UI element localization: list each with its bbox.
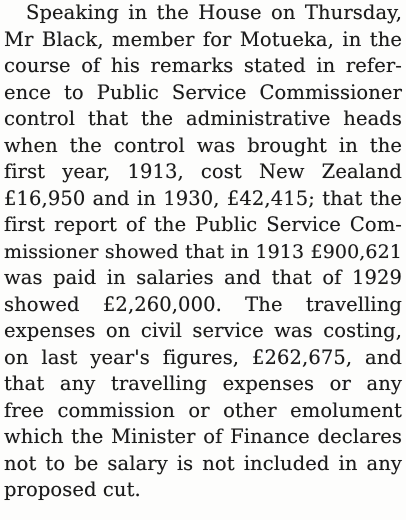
article-line: course of his remarks stated in refer- xyxy=(4,54,402,77)
article-line: first report of the Public Service Com- xyxy=(4,213,402,236)
article-line: Speaking in the House on Thursday, xyxy=(26,1,402,24)
article-line: first year, 1913, cost New Zealand xyxy=(4,160,402,183)
article-paragraph xyxy=(4,0,402,504)
article-line: that any travelling expenses or any xyxy=(4,372,402,395)
article-line: expenses on civil service was costing, xyxy=(4,319,402,342)
article-line: was paid in salaries and that of 1929 xyxy=(4,266,402,289)
article-line: when the control was brought in the xyxy=(4,133,402,157)
article-line: showed £2,260,000. The travelling xyxy=(4,292,402,316)
article-line: control that the administrative heads xyxy=(4,107,402,130)
article-line: on last year's figures, £262,675, and xyxy=(4,345,402,369)
article-line: which the Minister of Finance declares xyxy=(4,425,402,448)
article-line: ence to Public Service Commissioner xyxy=(4,80,402,104)
article-line: Mr Black, member for Motueka, in the xyxy=(4,27,402,51)
article-line: free commission or other emolument xyxy=(4,398,402,422)
article-line: missioner showed that in 1913 £900,621 xyxy=(4,240,402,263)
article-line: proposed cut. xyxy=(4,478,141,501)
article-line: £16,950 and in 1930, £42,415; that the xyxy=(4,186,402,210)
article-line: not to be salary is not included in any xyxy=(4,451,402,475)
